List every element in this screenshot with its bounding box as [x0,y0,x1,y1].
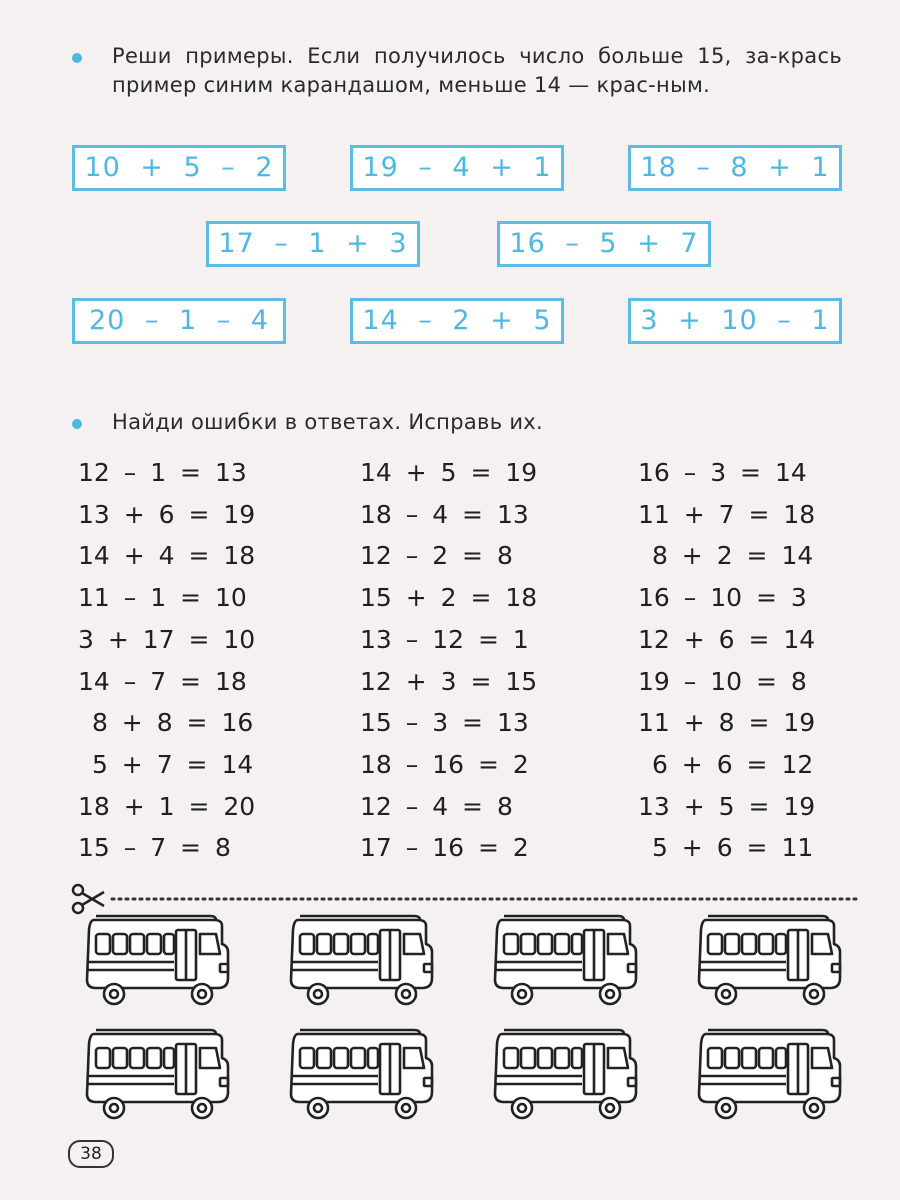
example-box: 3 + 10 – 1 [628,298,842,344]
equation: 15 – 3 = 13 [360,708,529,738]
equation: 15 – 7 = 8 [78,833,231,863]
example-box: 19 – 4 + 1 [350,145,564,191]
bus-icon [490,912,640,1012]
equation: 13 – 12 = 1 [360,624,529,654]
equation: 18 – 4 = 13 [360,499,529,529]
equation: 11 + 8 = 19 [638,708,816,738]
equation: 13 + 6 = 19 [78,499,256,529]
equation: 3 + 17 = 10 [78,624,256,654]
equation: 14 + 5 = 19 [360,458,538,487]
scissors-icon [73,885,104,913]
equation: 15 + 2 = 18 [360,583,538,613]
task-1-instruction: Реши примеры. Если получилось число больше 15, за-крась пример синим карандашом, меньше 14 — крас-ным. [112,44,842,97]
equation: 18 – 16 = 2 [360,749,529,779]
equation: 5 + 6 = 11 [638,833,814,863]
equation: 11 + 7 = 18 [638,499,816,529]
equation: 16 – 10 = 3 [638,583,807,613]
page-number: 38 [68,1140,114,1168]
task-2-instruction: Найди ошибки в ответах. Исправь их. [112,410,543,434]
equation: 18 + 1 = 20 [78,791,256,821]
equation: 12 + 6 = 14 [638,624,816,654]
equation: 11 – 1 = 10 [78,583,247,613]
example-box: 16 – 5 + 7 [497,221,711,267]
equation: 12 – 4 = 8 [360,791,513,821]
bullet-icon [72,53,82,63]
bus-icon [82,1026,232,1126]
equation: 12 – 1 = 13 [78,458,247,487]
example-box: 10 + 5 – 2 [72,145,286,191]
equation: 12 + 3 = 15 [360,666,538,696]
example-box: 20 – 1 – 4 [72,298,286,344]
bus-icon [286,1026,436,1126]
bus-icon [286,912,436,1012]
equation: 17 – 16 = 2 [360,833,529,863]
equation: 14 – 7 = 18 [78,666,247,696]
bus-icon [694,912,844,1012]
equation: 16 – 3 = 14 [638,458,807,487]
equation: 12 – 2 = 8 [360,541,513,571]
equation: 5 + 7 = 14 [78,749,254,779]
equation: 8 + 8 = 16 [78,708,254,738]
equation: 13 + 5 = 19 [638,791,816,821]
example-box: 18 – 8 + 1 [628,145,842,191]
bus-icon [490,1026,640,1126]
bullet-icon [72,419,82,429]
equation: 8 + 2 = 14 [638,541,814,571]
example-box: 17 – 1 + 3 [206,221,420,267]
equation: 14 + 4 = 18 [78,541,256,571]
bus-icon [694,1026,844,1126]
example-box: 14 – 2 + 5 [350,298,564,344]
bus-icon [82,912,232,1012]
equation: 19 – 10 = 8 [638,666,807,696]
equation: 6 + 6 = 12 [638,749,814,779]
